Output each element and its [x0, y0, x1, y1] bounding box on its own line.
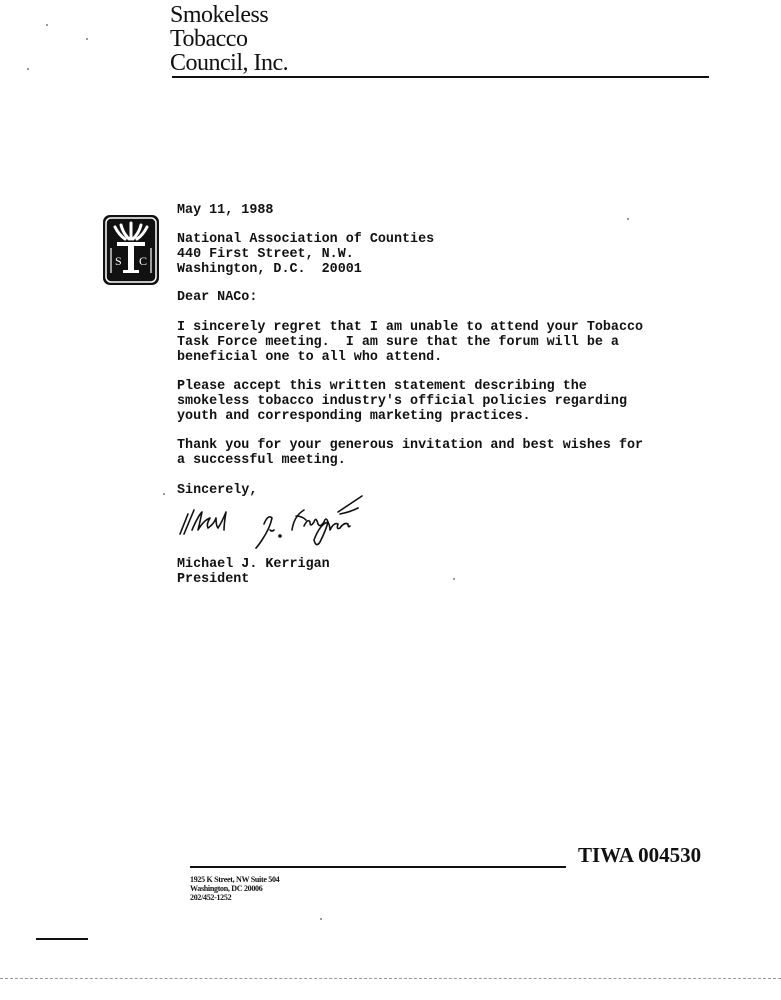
recipient-address [177, 232, 434, 277]
footer-address-line: Washington, DC 20006 [190, 884, 263, 893]
letterhead-line-3: Council, Inc. [170, 50, 289, 76]
scan-speck [163, 493, 165, 495]
document-id: TIWA 004530 [578, 843, 702, 867]
scan-speck [627, 218, 629, 220]
letter-date: May 11, 1988 [177, 203, 274, 218]
letterhead-rule [172, 76, 709, 78]
footer-address-line: 202/452-1252 [190, 893, 232, 902]
recipient-line: 440 First Street, N.W. [177, 247, 354, 262]
paragraph-1 [177, 320, 643, 365]
paragraph-line: youth and corresponding marketing practices. [177, 409, 531, 424]
margin-mark [36, 938, 88, 940]
letterhead-line-1: Smokeless [170, 2, 269, 28]
paragraph-line: a successful meeting. [177, 453, 346, 468]
svg-text:S: S [115, 254, 122, 268]
paragraph-line: Please accept this written statement describing the [177, 379, 587, 394]
paragraph-line: Task Force meeting. I am sure that the forum will be a [177, 335, 619, 350]
scan-speck [46, 24, 48, 26]
signer-title: President [177, 572, 250, 587]
recipient-line: Washington, D.C. 20001 [177, 262, 362, 277]
svg-text:C: C [139, 254, 148, 268]
recipient-line: National Association of Counties [177, 232, 435, 247]
paragraph-line: I sincerely regret that I am unable to attend your Tobacco [177, 320, 644, 335]
scan-edge-line [0, 978, 781, 980]
paragraph-line: smokeless tobacco industry's official policies regarding [177, 394, 627, 409]
salutation: Dear NACo: [177, 290, 258, 305]
letterhead-line-2: Tobacco [170, 26, 248, 52]
footer-rule [190, 866, 566, 868]
letterhead [170, 3, 288, 75]
paragraph-line: Thank you for your generous invitation and best wishes for [177, 438, 644, 453]
footer-address-line: 1925 K Street, NW Suite 504 [190, 875, 280, 884]
closing: Sincerely, [177, 483, 258, 498]
footer-address [190, 875, 279, 902]
stc-logo-icon [103, 215, 159, 285]
paragraph-line: beneficial one to all who attend. [177, 350, 443, 365]
scan-speck [453, 578, 455, 580]
scan-speck [320, 918, 322, 920]
signer-name: Michael J. Kerrigan [177, 557, 330, 572]
handwritten-signature [172, 490, 387, 560]
paragraph-2 [177, 379, 627, 424]
scan-speck [86, 38, 88, 40]
paragraph-3 [177, 438, 643, 468]
scan-speck [27, 68, 29, 70]
